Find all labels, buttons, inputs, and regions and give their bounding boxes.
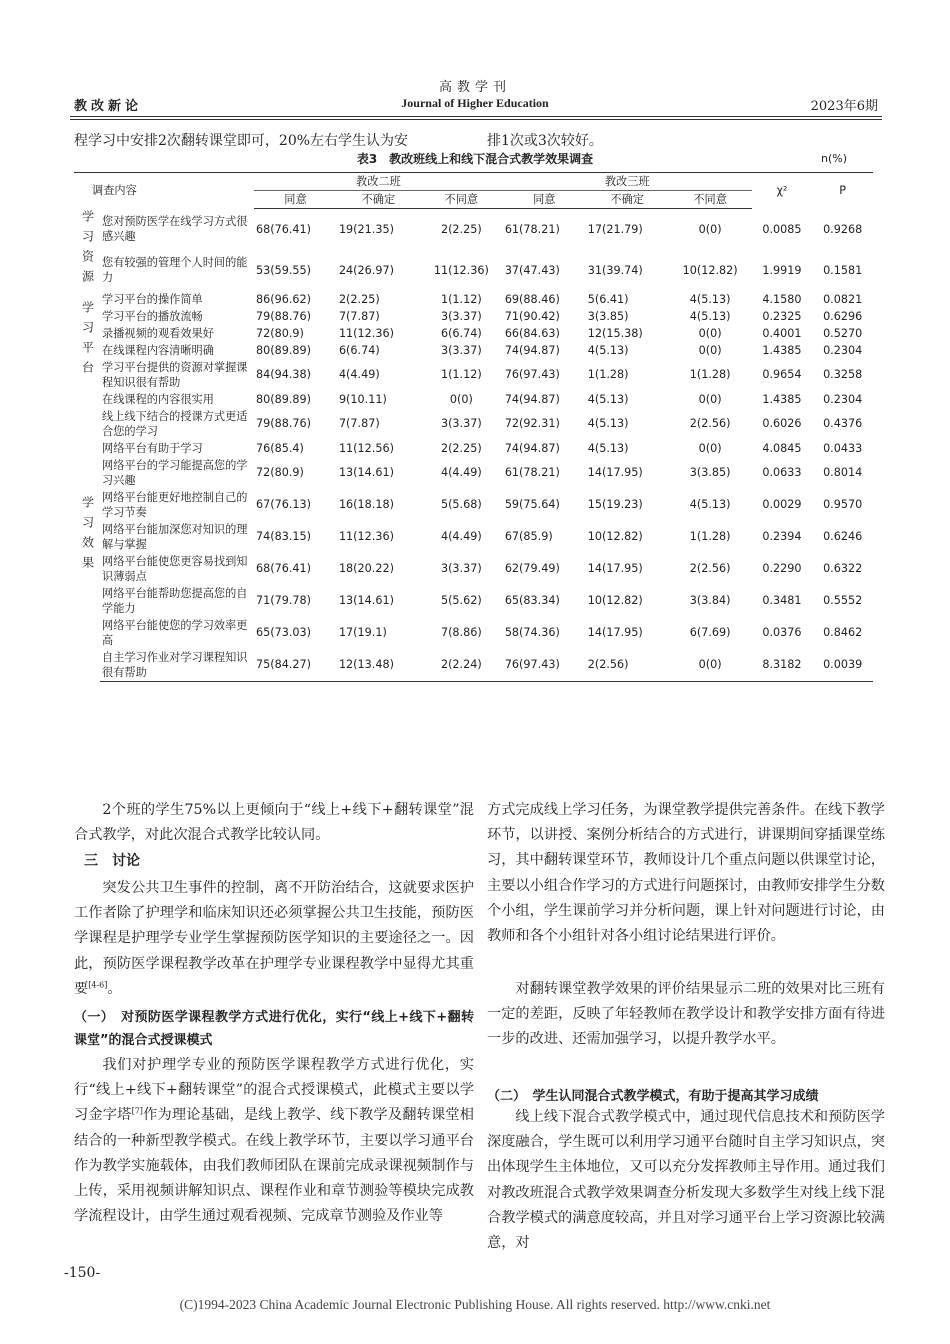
cell-c2a: 79(88.76): [256, 417, 311, 430]
cell-c2b: 13(14.61): [338, 466, 394, 479]
cell-c3b: 31(39.74): [587, 263, 643, 277]
cell-chi: 1.4385: [762, 343, 802, 357]
cell-c2a: 79(88.76): [256, 309, 311, 323]
cell-p: 0.8462: [823, 626, 863, 639]
journal-title-cn: 高教学刊: [438, 80, 511, 95]
cell-c2a: 72(80.9): [256, 466, 304, 479]
cell-c3c: 3(3.85): [689, 466, 731, 479]
table-row: [74, 585, 873, 617]
cell-c2a: 67(76.13): [256, 498, 311, 511]
cell-p: 0.0039: [812, 649, 873, 682]
cell-c2b: 9(10.11): [338, 392, 387, 406]
cell-c2c: 2(2.24): [420, 649, 503, 682]
paragraph-discussion-text: 突发公共卫生事件的控制，离不开防治结合，这就要求医护工作者除了护理学和临床知识还必须掌握公共卫生技能，预防医学课程是护理学专业学生掌握预防医学知识的主要途径之一。因此，预防医学课程教学改革在护理学专业课程教学中显得尤其重要: [74, 880, 474, 997]
cell-c3a: 74(94.87): [504, 343, 560, 357]
paragraph-teaching-mode-b: 作为理论基础，是线上教学、线下教学及翻转课堂相结合的一种新型教学模式。在线上教学环节，主要以学习通平台作为教学实施载体，由我们教师团队在课前完成录课视频制作与上传，采用视频讲解知识点、课程作业和章节测验等模块完成教学流程设计，由学生通过观看视频、完成章节测验及作业等: [74, 1107, 474, 1225]
cell-p: 0.8014: [823, 466, 863, 479]
cell-c2c: 5(5.62): [440, 594, 482, 607]
survey-item: 网络平台能使您的学习效率更高: [102, 618, 248, 647]
cell-c3b: 4(5.13): [587, 343, 629, 357]
journal-title-en: Journal of Higher Education: [401, 96, 549, 110]
header-rule-thin: [70, 119, 882, 120]
cell-chi: 0.0029: [762, 498, 802, 511]
cell-c2c: 6(6.74): [440, 326, 482, 340]
header-unsure: 不确定: [586, 191, 669, 209]
cell-c2b: 13(14.61): [338, 594, 394, 607]
cell-p: 0.1581: [823, 263, 863, 277]
cell-chi: 4.0845: [762, 441, 802, 455]
table-row: [74, 342, 873, 359]
survey-item: 线上线下结合的授课方式更适合您的学习: [102, 409, 248, 438]
survey-item: 网络平台能帮助您提高您的自学能力: [102, 586, 248, 615]
cell-c3c: 4(5.13): [689, 309, 731, 323]
header-rule: [70, 116, 882, 117]
cell-c2b: 11(12.36): [338, 530, 394, 543]
continuation-left: 程学习中安排2次翻转课堂即可，20%左右学生认为安: [74, 133, 409, 149]
cell-c2c: 2(2.25): [440, 222, 482, 236]
section-label: 学习平台: [80, 300, 95, 381]
cell-c3a: 76(97.43): [504, 368, 560, 381]
cell-c2c: 1(1.12): [440, 368, 482, 381]
cell-c2a: 74(83.15): [256, 530, 311, 543]
paragraph-teaching-mode-a: 我们对护理学专业的预防医学课程教学方式进行优化，实行“线上+线下+翻转课堂”的混合式授课模式，此模式主要以学习金字塔: [74, 1057, 474, 1124]
cell-chi: 0.0085: [762, 222, 802, 236]
survey-table-body: [74, 209, 873, 682]
table-row: [74, 649, 873, 682]
cell-c3a: 59(75.64): [504, 498, 560, 511]
cell-c3b: 3(3.85): [587, 309, 629, 323]
cell-c3c: 1(1.28): [689, 530, 731, 543]
subsection-title-2: （二） 学生认同混合式教学模式，有助于提高其学习成绩: [487, 1089, 819, 1104]
cell-c3c: 10(12.82): [682, 263, 738, 277]
cell-c3b: 5(6.41): [587, 292, 629, 306]
cell-chi: 0.6026: [762, 417, 802, 430]
table-row: [74, 489, 873, 521]
table-unit: n(%): [821, 152, 848, 165]
header-class3: 教改三班: [503, 173, 752, 191]
table-row: [74, 391, 873, 408]
cell-c2c: 4(4.49): [440, 530, 482, 543]
survey-table: [74, 172, 873, 682]
cell-c2c: 7(8.86): [440, 626, 482, 639]
cell-c2a: 84(94.38): [256, 368, 311, 381]
cell-p: 0.6296: [823, 309, 863, 323]
cell-c3a: 58(74.36): [504, 626, 560, 639]
header-agree: 同意: [503, 191, 586, 209]
section-label: 学习效果: [80, 495, 95, 576]
cell-p: 0.0821: [823, 292, 863, 306]
cell-c3a: 65(83.34): [504, 594, 560, 607]
header-chi-square: χ²: [752, 173, 813, 209]
cell-c3a: 74(94.87): [504, 441, 560, 455]
header-agree: 同意: [254, 191, 337, 209]
cell-c2a: 80(89.89): [256, 343, 311, 357]
paragraph-teaching-mode: [74, 1053, 474, 1229]
citation-ref: [7]: [131, 1106, 143, 1116]
cell-chi: 0.0633: [762, 466, 802, 479]
cell-c2b: 7(7.87): [338, 417, 380, 430]
cell-c2b: 17(19.1): [338, 626, 387, 639]
paragraph-discussion: [74, 876, 474, 1002]
table-row: [74, 408, 873, 440]
cell-c3b: 4(5.13): [587, 417, 629, 430]
cell-c2a: 80(89.89): [256, 392, 311, 406]
cell-c3a: 72(92.31): [504, 417, 560, 430]
cell-c3b: 15(19.23): [587, 498, 643, 511]
cell-c2c: 5(5.68): [440, 498, 482, 511]
paragraph-online-tasks: 方式完成线上学习任务，为课堂教学提供完善条件。在线下教学环节，以讲授、案例分析结合的方式进行，讲课期间穿插课堂练习，其中翻转课堂环节，教师设计几个重点问题以供课堂讨论，主要以小组合作学习的方式进行问题探讨，由教师安排学生分数个小组，学生课前学习并分析问题，课上针对问题进行讨论，由教师和各个小组针对各小组讨论结果进行评价。: [487, 802, 885, 945]
survey-item: 在线课程内容清晰明确: [102, 343, 214, 357]
cell-c3a: 66(84.63): [504, 326, 560, 340]
cell-c3b: 14(17.95): [587, 466, 643, 479]
survey-item: 网络平台能更好地控制自己的学习节奏: [102, 490, 248, 519]
survey-item: 您有较强的管理个人时间的能力: [102, 256, 248, 284]
cell-c3c: 2(2.56): [689, 562, 731, 575]
cell-c3a: 74(94.87): [504, 392, 560, 406]
cell-c2b: 16(18.18): [338, 498, 394, 511]
paragraph-summary: 2个班的学生75%以上更倾向于“线上+线下+翻转课堂”混合式教学，对此次混合式教学比较认同。: [74, 802, 474, 844]
cell-c2c: 11(12.36): [433, 263, 489, 277]
column-name: 教改新论: [74, 99, 143, 114]
cell-chi: 0.2325: [762, 309, 802, 323]
cell-chi: 0.4001: [762, 326, 802, 340]
cell-c2b: 11(12.36): [338, 326, 394, 340]
cell-c3a: 37(47.43): [504, 263, 560, 277]
cell-c3b: 10(12.82): [587, 594, 643, 607]
survey-item: 学习平台提供的资源对掌握课程知识很有帮助: [102, 360, 248, 389]
cell-c3c: 0(0): [698, 441, 722, 455]
survey-item: 录播视频的观看效果好: [102, 326, 214, 340]
survey-item: 网络平台能加深您对知识的理解与掌握: [102, 522, 248, 551]
cell-c3a: 67(85.9): [504, 530, 553, 543]
cell-p: 0.9268: [823, 222, 863, 236]
survey-item: 您对预防医学在线学习方式很感兴趣: [102, 215, 248, 243]
cell-c3c: 3(3.84): [689, 594, 731, 607]
cell-c2b: 2(2.25): [338, 292, 380, 306]
cell-chi: 1.4385: [762, 392, 802, 406]
cell-chi: 0.9654: [762, 368, 802, 381]
cell-c2a: 86(96.62): [256, 292, 311, 306]
section-label: 学习资源: [80, 209, 95, 290]
cell-c3a: 71(90.42): [504, 309, 560, 323]
table-row: [74, 291, 873, 308]
cell-c2b: 7(7.87): [338, 309, 380, 323]
section-title-discussion: 三 讨论: [84, 853, 140, 869]
cell-p: 0.2304: [823, 343, 863, 357]
survey-item: 网络平台能使您更容易找到知识薄弱点: [102, 554, 248, 583]
survey-item: 学习平台的播放流畅: [102, 309, 203, 323]
cell-c2b: 11(12.56): [338, 441, 394, 455]
cell-c2b: 4(4.49): [338, 368, 380, 381]
survey-item: 网络平台的学习能提高您的学习兴趣: [102, 458, 248, 487]
cell-p: 0.2304: [823, 392, 863, 406]
cell-c3c: 0(0): [669, 649, 752, 682]
cell-c2a: 76(85.4): [256, 441, 304, 455]
issue-label: 2023年6期: [810, 99, 878, 114]
cell-c3c: 1(1.28): [689, 368, 731, 381]
cell-c3b: 4(5.13): [587, 392, 629, 406]
survey-item: 自主学习作业对学习课程知识很有帮助: [100, 649, 254, 682]
cell-c3c: 0(0): [698, 222, 722, 236]
cell-c3b: 2(2.56): [586, 649, 669, 682]
cell-c3c: 4(5.13): [689, 292, 731, 306]
cell-p: 0.6322: [823, 562, 863, 575]
cell-c3c: 0(0): [698, 392, 722, 406]
cell-c3c: 0(0): [698, 343, 722, 357]
table-row: [74, 553, 873, 585]
cell-chi: 0.3481: [762, 594, 802, 607]
cell-chi: 0.0376: [762, 626, 802, 639]
cell-c3b: 4(5.13): [587, 441, 629, 455]
cell-chi: 0.2394: [762, 530, 802, 543]
cell-c3b: 17(21.79): [587, 222, 643, 236]
header-unsure: 不确定: [337, 191, 420, 209]
table-row: [74, 617, 873, 649]
cell-c2c: 3(3.37): [440, 562, 482, 575]
cell-chi: 0.2290: [762, 562, 802, 575]
copyright-notice: (C)1994-2023 China Academic Journal Electronic Publishing House. All rights reserved. http://www.cnki.net: [179, 1297, 771, 1312]
table-row: [74, 457, 873, 489]
header-disagree: 不同意: [669, 191, 752, 209]
cell-c3b: 10(12.82): [587, 530, 643, 543]
cell-c3a: 62(79.49): [504, 562, 560, 575]
cell-c3a: 61(78.21): [504, 222, 560, 236]
cell-c2c: 2(2.25): [440, 441, 482, 455]
survey-item: 学习平台的操作简单: [102, 292, 203, 306]
cell-c2c: 1(1.12): [440, 292, 482, 306]
cell-c2b: 19(21.35): [338, 222, 394, 236]
cell-c2b: 12(13.48): [337, 649, 420, 682]
table-row: [74, 359, 873, 391]
cell-p: 0.9570: [823, 498, 863, 511]
cell-c2a: 71(79.78): [256, 594, 311, 607]
cell-c3b: 14(17.95): [587, 626, 643, 639]
cell-p: 0.5270: [823, 326, 863, 340]
cell-c3c: 0(0): [698, 326, 722, 340]
cell-p: 0.6246: [823, 530, 863, 543]
paragraph-discussion-end: 。: [107, 980, 122, 997]
table-row: [74, 209, 873, 250]
cell-c2a: 75(84.27): [254, 649, 337, 682]
cell-chi: 8.3182: [752, 649, 813, 682]
cell-c3c: 6(7.69): [689, 626, 731, 639]
header-class2: 教改二班: [254, 173, 503, 191]
paragraph-hybrid-mode: 线上线下混合式教学模式中，通过现代信息技术和预防医学深度融合，学生既可以利用学习通平台随时自主学习知识点，突出体现学生主体地位，又可以充分发挥教师主导作用。通过我们对教改班混合式教学效果调查分析发现大多数学生对线上线下混合教学模式的满意度较高，并且对学习通平台上学习资源比较满意，对: [487, 1109, 885, 1252]
cell-c2a: 53(59.55): [256, 263, 311, 277]
continuation-right: 排1次或3次较好。: [487, 133, 603, 149]
survey-item: 网络平台有助于学习: [102, 441, 203, 455]
cell-chi: 4.1580: [762, 292, 802, 306]
header-survey-content: 调查内容: [74, 173, 254, 209]
cell-c2a: 65(73.03): [256, 626, 311, 639]
cell-c3a: 61(78.21): [504, 466, 560, 479]
cell-c3a: 69(88.46): [504, 292, 560, 306]
cell-c2a: 68(76.41): [256, 562, 311, 575]
cell-c3b: 12(15.38): [587, 326, 643, 340]
subsection-title-1: （一） 对预防医学课程教学方式进行优化，实行“线上+线下+翻转课堂”的混合式授课模式: [74, 1010, 474, 1048]
survey-item: 在线课程的内容很实用: [102, 392, 214, 406]
table-row: [74, 521, 873, 553]
cell-p: 0.0433: [823, 441, 863, 455]
cell-c2c: 3(3.37): [440, 309, 482, 323]
table-row: [74, 325, 873, 342]
cell-c3b: 14(17.95): [587, 562, 643, 575]
cell-c2c: 3(3.37): [440, 343, 482, 357]
cell-c3c: 2(2.56): [689, 417, 731, 430]
cell-c2c: 3(3.37): [440, 417, 482, 430]
cell-c3c: 4(5.13): [689, 498, 731, 511]
cell-p: 0.5552: [823, 594, 863, 607]
paragraph-flipped-eval: 对翻转课堂教学效果的评价结果显示二班的效果对比三班有一定的差距，反映了年轻教师在教学设计和教学安排方面有待进一步的改进、还需加强学习，以提升教学水平。: [487, 981, 885, 1048]
cell-chi: 1.9919: [762, 263, 802, 277]
table-caption: 表3 教改班线上和线下混合式教学效果调查: [356, 152, 594, 166]
cell-p: 0.4376: [823, 417, 863, 430]
cell-c2c: 4(4.49): [440, 466, 482, 479]
table-row: [74, 250, 873, 291]
header-p-value: P: [812, 173, 873, 209]
cell-c2a: 68(76.41): [256, 222, 311, 236]
cell-c3b: 1(1.28): [587, 368, 629, 381]
citation-ref: [4-6]: [88, 980, 108, 990]
page-number: -150-: [64, 1265, 101, 1281]
cell-p: 0.3258: [823, 368, 863, 381]
cell-c2b: 18(20.22): [338, 562, 394, 575]
cell-c2b: 24(26.97): [338, 263, 394, 277]
cell-c2b: 6(6.74): [338, 343, 380, 357]
header-disagree: 不同意: [420, 191, 503, 209]
table-row: [74, 440, 873, 457]
cell-c2c: 0(0): [449, 392, 473, 406]
cell-c2a: 72(80.9): [256, 326, 304, 340]
table-row: [74, 308, 873, 325]
cell-c3a: 76(97.43): [503, 649, 586, 682]
